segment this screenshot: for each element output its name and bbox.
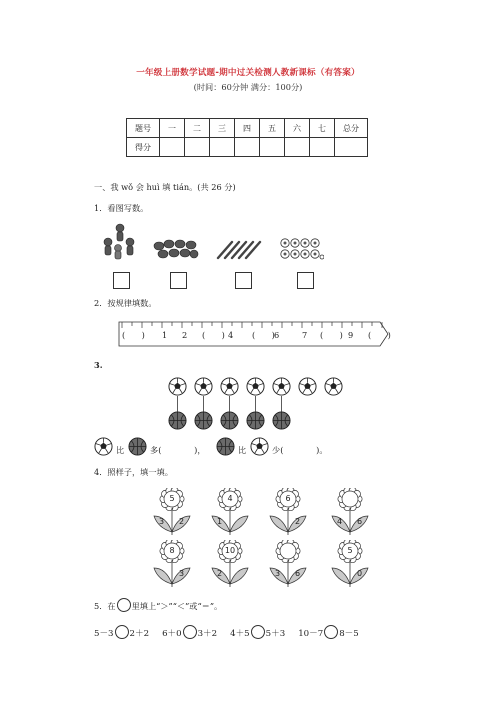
compare-circle[interactable] (251, 625, 265, 639)
ruler-value[interactable]: ( ) (202, 330, 225, 340)
monkeys-picture (100, 222, 142, 262)
score-table-score-row (127, 138, 368, 157)
compare-circle[interactable] (183, 625, 197, 639)
cell: 三 (210, 119, 235, 138)
flower-top-number: 6 (285, 494, 291, 503)
stones-picture (153, 238, 199, 260)
score-cell[interactable] (310, 138, 335, 157)
question-2-label: 2．按规律填数。 (94, 298, 157, 308)
soccer-ball-icon (298, 377, 317, 396)
ruler-value[interactable]: ( ) (122, 330, 145, 340)
flower-right-number: 0 (357, 569, 363, 578)
sentence-text: 比 (238, 445, 247, 455)
comparison-item (94, 629, 149, 639)
score-cell[interactable] (260, 138, 285, 157)
number-flower (268, 540, 308, 622)
comparison-items (94, 625, 359, 639)
basketball-icon (216, 437, 235, 456)
page-title: 一年级上册数学试题-期中过关检测人教新课标（有答案） (136, 68, 360, 78)
flower-left-number: 3 (159, 517, 165, 526)
flower-top-number: 4 (227, 494, 233, 503)
soccer-ball-icon (272, 377, 291, 396)
cell: 题号 (127, 119, 160, 138)
flower-top-number: 8 (169, 546, 175, 555)
sentence-text: 少( )。 (272, 445, 328, 455)
compare-circle[interactable] (324, 625, 338, 639)
q5-label-part: 5．在 (94, 601, 116, 611)
soccer-ball-icon (250, 437, 269, 456)
expr-right: 3＋2 (197, 629, 218, 639)
basketball-icon (220, 411, 239, 430)
expr-right: 8－5 (339, 629, 359, 639)
question-4-label: 4．照样子，填一填。 (94, 467, 173, 477)
balls-picture (280, 238, 324, 260)
score-table (126, 118, 368, 157)
flower-right-number: 3 (179, 569, 185, 578)
soccer-ball-icon (220, 377, 239, 396)
flower-top-number: 10 (224, 546, 236, 555)
expr-left: 10－7 (298, 629, 324, 639)
cell: 七 (310, 119, 335, 138)
basketball-icon (194, 411, 213, 430)
expr-right: 5＋3 (265, 629, 286, 639)
cell: 四 (235, 119, 260, 138)
flower-right-number: 6 (357, 517, 363, 526)
answer-box-balls[interactable] (297, 272, 314, 289)
basketball-icon (128, 437, 147, 456)
expr-left: 5－3 (94, 629, 114, 639)
cell: 得分 (127, 138, 160, 157)
ruler-value: 6 (274, 330, 280, 340)
flower-right-number: 2 (295, 517, 301, 526)
basketball-row (168, 411, 318, 433)
circle-icon (117, 598, 131, 612)
question-1-label: 1．看图写数。 (94, 203, 149, 213)
flower-right-number: 2 (179, 517, 185, 526)
comparison-item (162, 629, 217, 639)
score-cell[interactable] (235, 138, 260, 157)
ruler-values (118, 330, 390, 342)
flower-left-number: 3 (275, 569, 281, 578)
expr-left: 6＋0 (162, 629, 182, 639)
number-flower (330, 540, 370, 622)
flower-left-number: 4 (337, 517, 343, 526)
score-cell[interactable] (285, 138, 310, 157)
soccer-ball-icon (194, 377, 213, 396)
question-3-sentence (94, 437, 394, 461)
score-table-header-row (127, 119, 368, 138)
score-cell[interactable] (160, 138, 185, 157)
answer-box-stones[interactable] (170, 272, 187, 289)
flower-top-number: 5 (347, 546, 353, 555)
question-3-label: 3. (94, 360, 103, 370)
cell: 五 (260, 119, 285, 138)
ruler-value[interactable]: ( ) (368, 330, 391, 340)
basketball-icon (168, 411, 187, 430)
basketball-icon (246, 411, 265, 430)
section-heading: 一、我 wǒ 会 huì 填 tián。(共 26 分) (94, 182, 236, 192)
score-cell[interactable] (210, 138, 235, 157)
comparison-item (230, 629, 285, 639)
flower-right-number: 6 (295, 569, 301, 578)
pencils-picture (216, 238, 262, 260)
cell: 总分 (335, 119, 368, 138)
q5-label-part: 里填上“＞”“＜”或“＝”。 (131, 601, 223, 611)
sentence-text: 比 (116, 445, 125, 455)
sentence-text: 多( )， (150, 445, 206, 455)
score-cell[interactable] (335, 138, 368, 157)
cell: 二 (185, 119, 210, 138)
soccer-ball-icon (168, 377, 187, 396)
expr-left: 4＋5 (230, 629, 250, 639)
ruler-value: 4 (228, 330, 234, 340)
answer-box-pencils[interactable] (235, 272, 252, 289)
flower-top-number: 5 (169, 494, 175, 503)
cell: 一 (160, 119, 185, 138)
cell: 六 (285, 119, 310, 138)
flower-left-number: 2 (217, 569, 223, 578)
flower-left-number: 1 (217, 517, 223, 526)
ruler-value: 2 (182, 330, 188, 340)
ruler-value: 9 (348, 330, 354, 340)
soccer-ball-icon (324, 377, 343, 396)
exam-info: (时间：60分钟 满分：100分) (193, 82, 303, 92)
question-5-label (94, 598, 222, 612)
matching-lines (168, 396, 353, 412)
comparison-item (298, 629, 359, 639)
ruler-value: 7 (302, 330, 308, 340)
expr-right: 2＋2 (129, 629, 150, 639)
compare-circle[interactable] (115, 625, 129, 639)
soccer-ball-icon (246, 377, 265, 396)
ruler-value: 1 (162, 330, 168, 340)
basketball-icon (272, 411, 291, 430)
ruler-value[interactable]: ( ) (320, 330, 343, 340)
answer-box-monkeys[interactable] (113, 272, 130, 289)
soccer-ball-icon (94, 437, 113, 456)
ruler-value[interactable]: ( ) (252, 330, 275, 340)
score-cell[interactable] (185, 138, 210, 157)
